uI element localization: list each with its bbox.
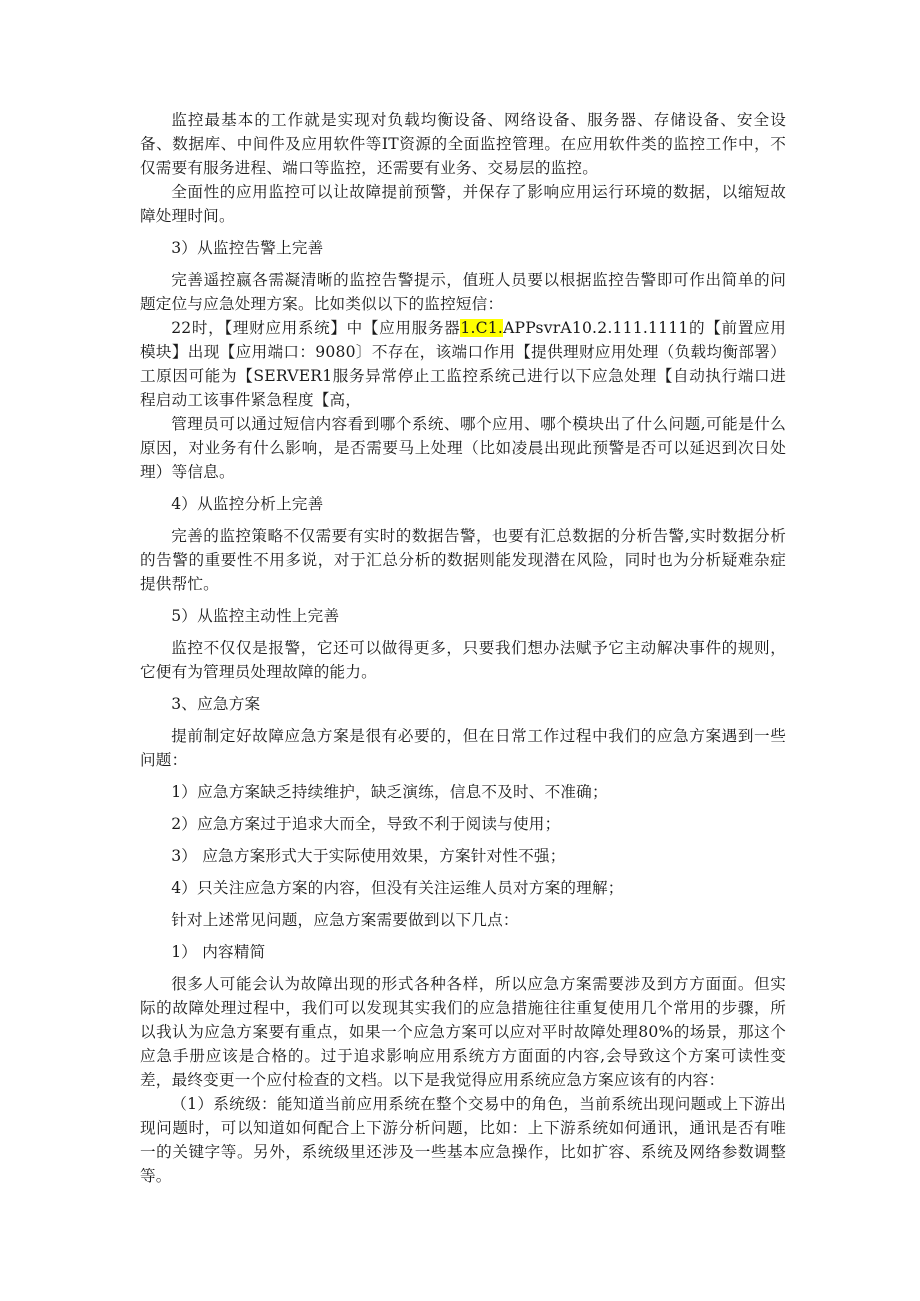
paragraph-sms-example [140, 316, 786, 412]
heading-analysis-improve: 4）从监控分析上完善 [171, 495, 324, 513]
document-page [140, 108, 786, 1188]
paragraph-full-monitoring: 全面性的应用监控可以让故障提前预警，并保存了影响应用运行环境的数据，以缩短故障处理时间。 [140, 183, 786, 225]
sms-text-rest: APPsvrA10.2.111.1111的【前置应用模块】出现【应用端口：9080〕不存在，该端口作用【提供理财应用处理（负载均衡部署）工原因可能为【SERVER1服务异常停止工监控系统己进行以下应急处理【自动执行端口进程启动工该事件紧急程度【高， [140, 319, 787, 409]
highlight-mark-2: 1. [487, 319, 504, 337]
paragraph-admin-view: 管理员可以通过短信内容看到哪个系统、哪个应用、哪个模块出了什么问题,可能是什么原因，对业务有什么影响，是否需要马上处理（比如凌晨出现此预警是否可以延迟到次日处理）等信息。 [140, 415, 786, 481]
paragraph-system-level: （1）系统级：能知道当前应用系统在整个交易中的角色，当前系统出现问题或上下游出现问题时，可以知道如何配合上下游分析问题，比如：上下游系统如何通讯，通讯是否有唯一的关键字等。另外，系统级里还涉及一些基本应急操作，比如扩容、系统及网络参数调整等。 [140, 1095, 786, 1185]
paragraph-content-concise: 很多人可能会认为故障出现的形式各种各样，所以应急方案需要涉及到方方面面。但实际的故障处理过程中，我们可以发现其实我们的应急措施往往重复使用几个常用的步骤，所以我认为应急方案要有重点，如果一个应急方案可以应对平时故障处理80%的场景，那这个应急手册应该是合格的。过于追求影响应用系统方方面面的内容,会导致这个方案可读性变差，最终变更一个应付检查的文档。以下是我觉得应用系统应急方案应该有的内容： [140, 975, 786, 1089]
sms-text-start: 22时，【理财应用系统】中【应用服务器 [171, 319, 461, 337]
heading-emergency-plan: 3、应急方案 [171, 695, 261, 713]
list-item-2: 2）应急方案过于追求大而全，导致不利于阅读与使用； [171, 815, 561, 833]
paragraph-analysis: 完善的监控策略不仅需要有实时的数据告警，也要有汇总数据的分析告警,实时数据分析的告警的重要性不用多说，对于汇总分析的数据则能发现潜在风险，同时也为分析疑难杂症提供帮忙。 [140, 527, 786, 593]
heading-proactive-improve: 5）从监控主动性上完善 [171, 607, 340, 625]
paragraph-plan-intro: 提前制定好故障应急方案是很有必要的，但在日常工作过程中我们的应急方案遇到一些问题： [140, 727, 786, 769]
paragraph-proactive: 监控不仅仅是报警，它还可以做得更多，只要我们想办法赋予它主动解决事件的规则，它便有为管理员处理故障的能力。 [140, 639, 786, 681]
paragraph-requirements: 针对上述常见问题，应急方案需要做到以下几点： [171, 911, 519, 929]
list-item-4: 4）只关注应急方案的内容，但没有关注运维人员对方案的理解； [171, 879, 624, 897]
heading-alert-improve: 3）从监控告警上完善 [171, 239, 324, 257]
highlight-mark-1: 1.C [460, 319, 488, 337]
heading-content-concise: 1） 内容精简 [171, 943, 266, 961]
paragraph-monitoring-basics: 监控最基本的工作就是实现对负载均衡设备、网络设备、服务器、存储设备、安全设备、数据库、中间件及应用软件等IT资源的全面监控管理。在应用软件类的监控工作中，不仅需要有服务进程、端口等监控，还需要有业务、交易层的监控。 [140, 111, 786, 177]
list-item-1: 1）应急方案缺乏持续维护，缺乏演练，信息不及时、不准确； [171, 783, 608, 801]
list-item-3: 3） 应急方案形式大于实际使用效果，方案针对性不强； [171, 847, 566, 865]
paragraph-alert-prompt: 完善遥控嬴各需凝清晰的监控告警提示，值班人员要以根据监控告警即可作出简单的问题定位与应急处理方案。比如类似以下的监控短信： [140, 271, 786, 313]
